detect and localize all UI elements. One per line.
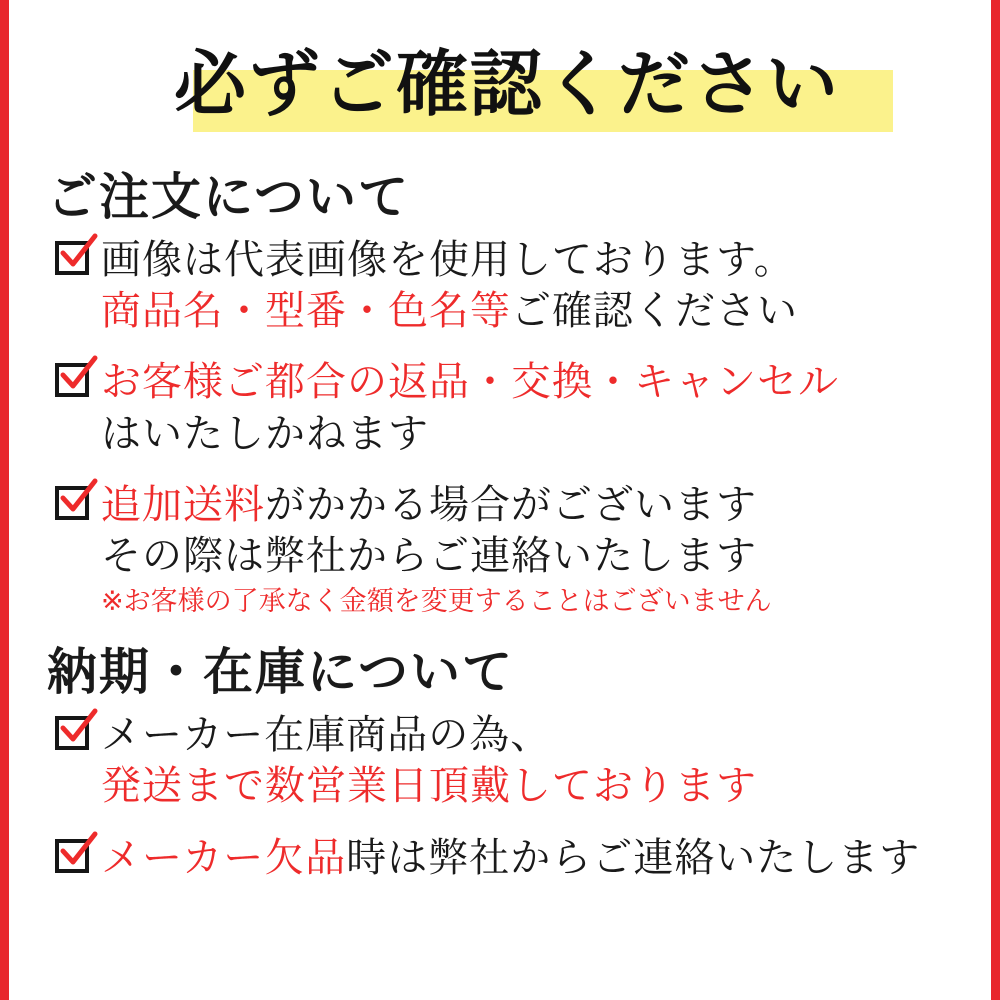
item-line — [101, 480, 969, 531]
list-item — [45, 357, 969, 459]
item-line-red: 追加送料 — [101, 481, 265, 528]
item-line: はいたしかねます — [101, 410, 429, 457]
notice-content — [9, 0, 991, 1000]
item-line-black: ご確認ください — [511, 288, 798, 335]
item-line: 発送まで数営業日頂戴しております — [101, 763, 757, 810]
list-item — [45, 710, 969, 812]
item-note: ※お客様の了承なく金額を変更することはございません — [101, 586, 772, 618]
item-line: お客様ご都合の返品・交換・キャンセル — [101, 359, 839, 406]
item-line — [101, 833, 969, 884]
item-line-red: メーカー欠品 — [101, 834, 347, 881]
item-line: 画像は代表画像を使用しております。 — [101, 237, 795, 283]
item-line-black: がかかる場合がございます — [265, 481, 757, 528]
left-red-border — [0, 0, 9, 1000]
checkbox-checked-icon — [55, 241, 95, 281]
item-line-red: 商品名・型番・色名等 — [101, 288, 511, 335]
section-heading-delivery: 納期・在庫について — [47, 643, 514, 702]
checkbox-checked-icon — [55, 363, 95, 403]
checkbox-checked-icon — [55, 716, 95, 756]
list-item — [45, 235, 969, 337]
item-line: メーカー在庫商品の為、 — [101, 712, 552, 759]
item-line — [101, 286, 969, 337]
checkbox-checked-icon — [55, 486, 95, 526]
list-item — [45, 833, 969, 884]
page-title-block — [45, 28, 969, 148]
item-line-black: 時は弊社からご連絡いたします — [346, 834, 921, 881]
right-red-border — [991, 0, 1000, 1000]
checkbox-checked-icon — [55, 839, 95, 879]
section-heading-orders: ご注文について — [47, 168, 410, 226]
list-item — [45, 480, 969, 619]
item-line: その際は弊社からご連絡いたします — [101, 532, 757, 579]
page-title: 必ずご確認ください — [173, 42, 840, 126]
